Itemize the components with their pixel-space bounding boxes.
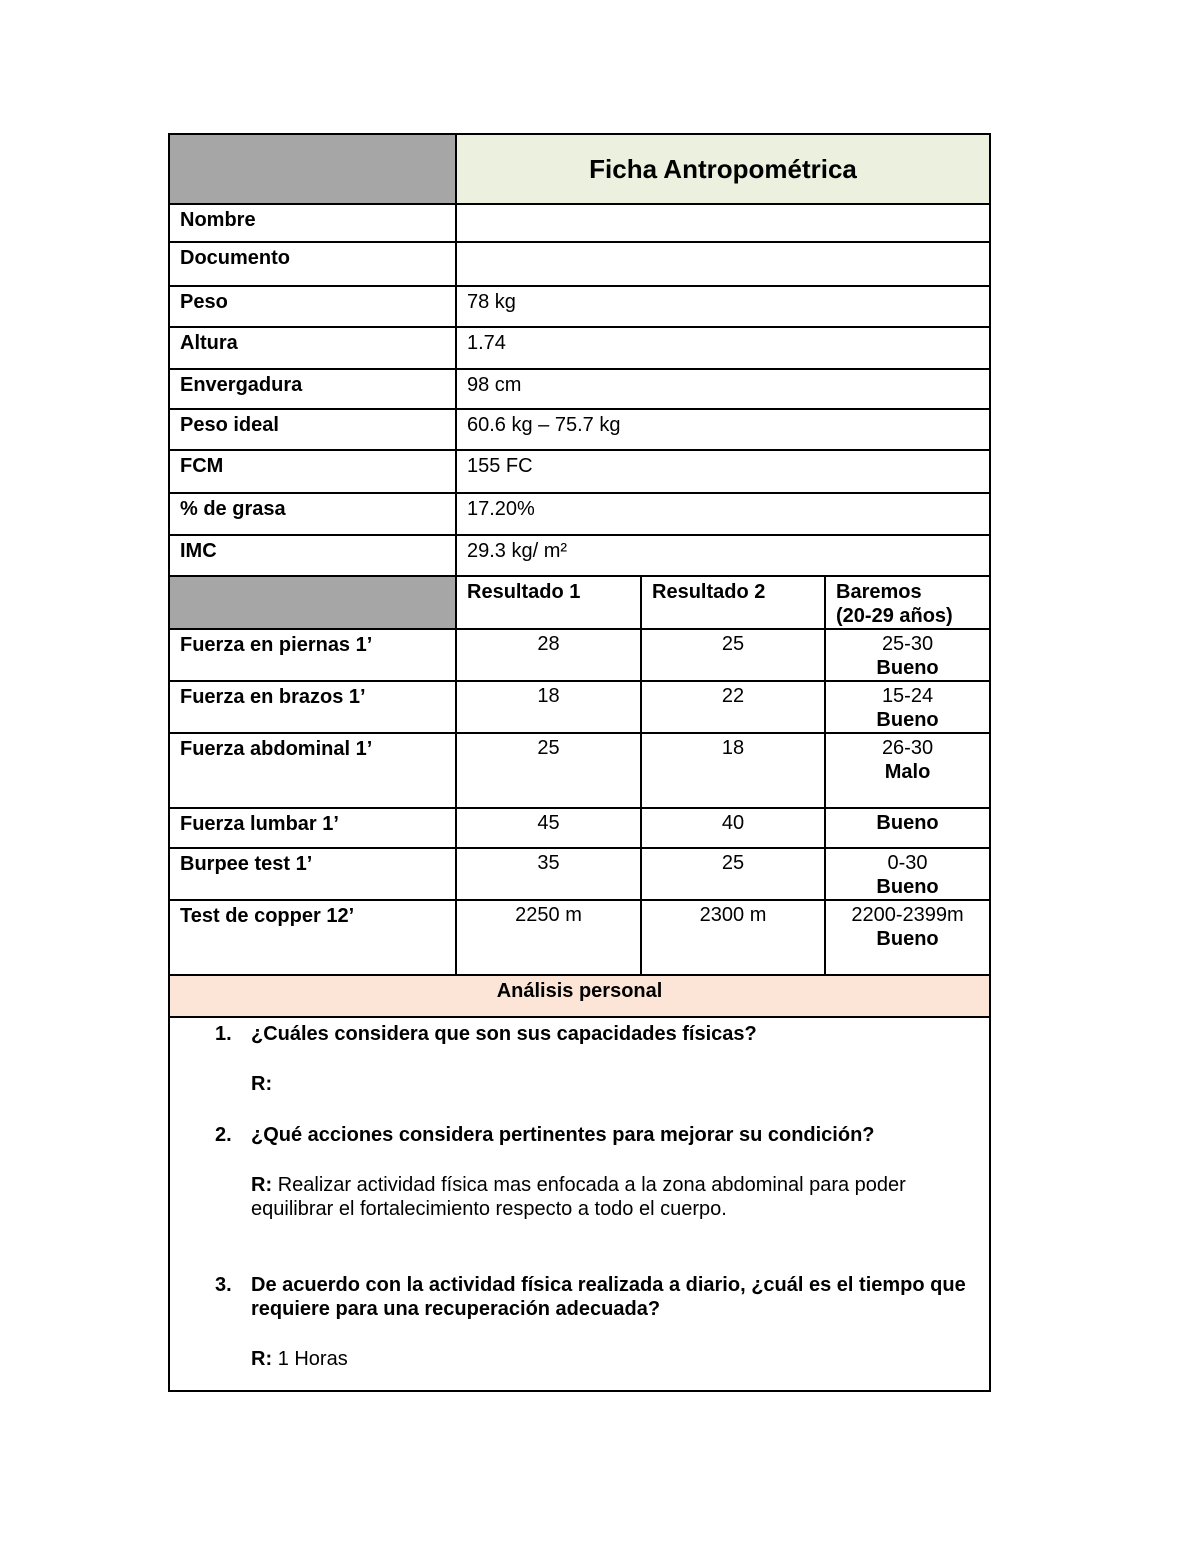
baremo-rating: Bueno xyxy=(876,709,939,731)
question-text: ¿Qué acciones considera pertinentes para mejorar su condición? xyxy=(251,1124,875,1146)
field-value-grasa: 17.20% xyxy=(456,493,990,535)
question-number: 1. xyxy=(215,1023,232,1045)
field-label-documento: Documento xyxy=(169,242,456,286)
field-label-imc: IMC xyxy=(169,535,456,576)
field-label-fcm: FCM xyxy=(169,450,456,493)
test-result-2: 40 xyxy=(641,808,825,848)
test-baremo xyxy=(825,900,990,975)
test-result-2: 2300 m xyxy=(641,900,825,975)
answer-label: R xyxy=(251,1073,266,1095)
baremo-rating: Bueno xyxy=(876,928,939,950)
baremo-range: 0-30 xyxy=(887,852,928,874)
answer-text: Realizar actividad física mas enfocada a la zona abdominal para poder equilibrar el fortalecimiento respecto a todo el cuerpo. xyxy=(251,1174,906,1220)
header-baremos xyxy=(825,576,990,629)
test-name: Burpee test 1’ xyxy=(169,848,456,900)
question-text: ¿Cuáles considera que son sus capacidades físicas? xyxy=(251,1023,757,1045)
test-baremo xyxy=(825,808,990,848)
answer-label: R xyxy=(251,1174,266,1196)
analysis-title: Análisis personal xyxy=(169,975,990,1017)
test-result-1: 2250 m xyxy=(456,900,641,975)
header-resultado-2: Resultado 2 xyxy=(641,576,825,629)
baremo-range: 2200-2399m xyxy=(851,904,964,926)
field-value-peso-ideal: 60.6 kg – 75.7 kg xyxy=(456,409,990,450)
table-row xyxy=(169,848,990,900)
form-table xyxy=(168,133,991,1392)
field-label-envergadura: Envergadura xyxy=(169,369,456,409)
question-number: 3. xyxy=(215,1274,232,1296)
question-text: De acuerdo con la actividad física realizada a diario, ¿cuál es el tiempo que requiere para una recuperación adecuada? xyxy=(251,1274,966,1320)
analysis-body xyxy=(169,1017,990,1391)
test-result-1: 28 xyxy=(456,629,641,681)
header-baremos-line2: (20-29 años) xyxy=(836,605,953,627)
field-value-fcm: 155 FC xyxy=(456,450,990,493)
question-3 xyxy=(215,1273,979,1321)
field-label-peso-ideal: Peso ideal xyxy=(169,409,456,450)
table-row xyxy=(169,900,990,975)
answer-2: R: Realizar actividad física mas enfocada a la zona abdominal para poder equilibrar el fortalecimiento respecto a todo el cuerpo. xyxy=(251,1174,906,1220)
baremo-range: 26-30 xyxy=(881,737,934,759)
header-blank-cell xyxy=(169,134,456,204)
test-result-2: 25 xyxy=(641,629,825,681)
test-baremo xyxy=(825,848,990,900)
question-1 xyxy=(215,1022,979,1046)
baremo-range: 25-30 xyxy=(881,633,934,655)
header-resultado-1: Resultado 1 xyxy=(456,576,641,629)
form-title: Ficha Antropométrica xyxy=(456,134,990,204)
baremo-rating: Bueno xyxy=(876,657,939,679)
field-value-altura: 1.74 xyxy=(456,327,990,369)
baremo-rating: Malo xyxy=(884,761,931,783)
table-row xyxy=(169,629,990,681)
field-value-documento xyxy=(456,242,990,286)
anthropometric-form xyxy=(168,133,989,1392)
test-result-2: 18 xyxy=(641,733,825,808)
test-name: Fuerza en piernas 1’ xyxy=(169,629,456,681)
test-result-1: 25 xyxy=(456,733,641,808)
test-name: Fuerza en brazos 1’ xyxy=(169,681,456,733)
test-name: Fuerza abdominal 1’ xyxy=(169,733,456,808)
test-result-2: 22 xyxy=(641,681,825,733)
test-result-2: 25 xyxy=(641,848,825,900)
baremo-rating: Bueno xyxy=(876,812,939,834)
answer-3: R: 1 Horas xyxy=(251,1348,348,1370)
field-value-peso: 78 kg xyxy=(456,286,990,327)
question-2 xyxy=(215,1123,979,1147)
answer-label: R xyxy=(251,1348,266,1370)
table-row xyxy=(169,733,990,808)
header-baremos-line1: Baremos xyxy=(836,581,922,603)
field-value-imc: 29.3 kg/ m² xyxy=(456,535,990,576)
field-value-nombre xyxy=(456,204,990,242)
test-name: Test de copper 12’ xyxy=(169,900,456,975)
baremo-range: 15-24 xyxy=(881,685,934,707)
answer-text: 1 Horas xyxy=(277,1348,348,1370)
test-result-1: 35 xyxy=(456,848,641,900)
test-baremo xyxy=(825,681,990,733)
table-row xyxy=(169,681,990,733)
field-label-grasa: % de grasa xyxy=(169,493,456,535)
test-result-1: 45 xyxy=(456,808,641,848)
test-baremo xyxy=(825,629,990,681)
baremo-rating: Bueno xyxy=(876,876,939,898)
field-label-nombre: Nombre xyxy=(169,204,456,242)
test-baremo xyxy=(825,733,990,808)
table-row xyxy=(169,808,990,848)
test-result-1: 18 xyxy=(456,681,641,733)
field-label-altura: Altura xyxy=(169,327,456,369)
tests-header-blank xyxy=(169,576,456,629)
field-value-envergadura: 98 cm xyxy=(456,369,990,409)
field-label-peso: Peso xyxy=(169,286,456,327)
question-number: 2. xyxy=(215,1124,232,1146)
test-name: Fuerza lumbar 1’ xyxy=(169,808,456,848)
answer-1: R: xyxy=(251,1073,273,1095)
